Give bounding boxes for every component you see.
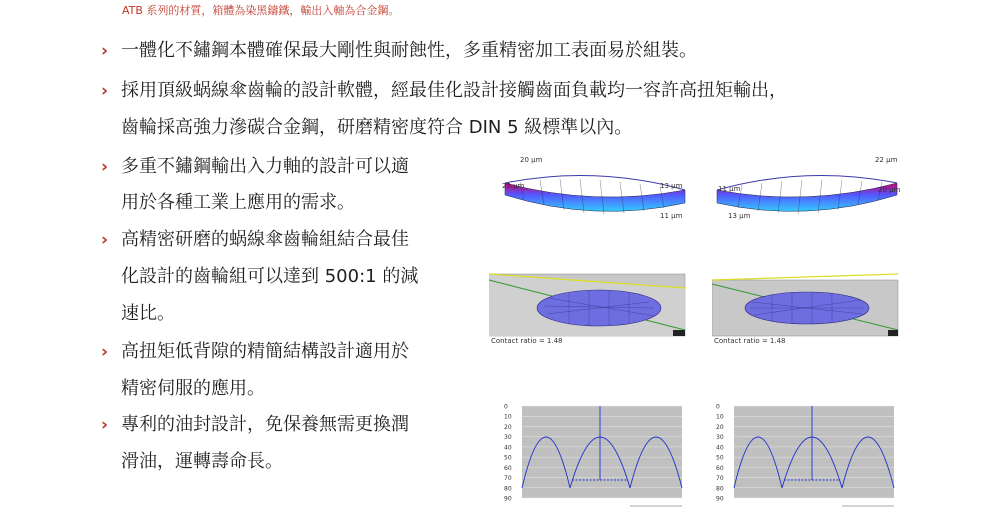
y-tick-label: 80 — [504, 485, 512, 493]
deflection-figure-right — [712, 155, 902, 225]
y-tick-label: 60 — [504, 464, 512, 472]
y-tick-label: 30 — [504, 434, 512, 442]
contact-pattern-left — [489, 266, 689, 346]
deflection-label-left: 11 µm — [718, 185, 741, 193]
bullet-marker: › — [101, 415, 109, 435]
feature-text-line: 高扭矩低背隙的精簡結構設計適用於 — [121, 341, 409, 362]
plot-area — [522, 406, 682, 498]
y-tick-label: 40 — [716, 444, 724, 452]
y-tick-label: 50 — [504, 454, 512, 462]
feature-text-line: 滑油，運轉壽命長。 — [121, 451, 283, 472]
y-tick-label: 70 — [716, 475, 724, 483]
y-tick-label: 20 — [716, 423, 724, 431]
feature-text-line: 多重不鏽鋼輸出入力軸的設計可以適 — [121, 156, 409, 177]
y-tick-label: 0 — [716, 403, 720, 411]
deflection-label-top: 22 µm — [875, 156, 898, 164]
contact-ratio-label: Contact ratio = 1.48 — [491, 337, 563, 345]
contact-pattern-right — [712, 266, 902, 346]
y-tick-label: 40 — [504, 444, 512, 452]
deflection-label-right: 13 µm — [660, 182, 683, 190]
y-tick-label: 10 — [716, 413, 724, 421]
feature-text-line: 精密伺服的應用。 — [121, 378, 265, 399]
deflection-label-top: 20 µm — [520, 156, 543, 164]
bullet-marker: › — [101, 81, 109, 101]
y-tick-label: 50 — [716, 454, 724, 462]
y-tick-label: 20 — [504, 423, 512, 431]
bullet-marker: › — [101, 230, 109, 250]
transmission-plot-right — [712, 398, 902, 510]
deflection-label-bottom: 11 µm — [660, 212, 683, 220]
bullet-marker: › — [101, 41, 109, 61]
y-tick-label: 30 — [716, 434, 724, 442]
plot-area — [734, 406, 894, 498]
y-tick-label: 90 — [504, 495, 512, 503]
y-tick-label: 60 — [716, 464, 724, 472]
contact-ratio-label: Contact ratio = 1.48 — [714, 337, 786, 345]
deflection-label-bottom: 13 µm — [728, 212, 751, 220]
feature-text-line: 齒輪採高強力滲碳合金鋼，研磨精密度符合 DIN 5 級標準以內。 — [121, 117, 633, 138]
bullet-marker: › — [101, 342, 109, 362]
feature-text-line: 速比。 — [121, 303, 175, 324]
y-tick-label: 90 — [716, 495, 724, 503]
feature-text-line: 專利的油封設計，免保養無需更換潤 — [121, 414, 409, 435]
deflection-label-left: 25 µm — [502, 182, 525, 190]
y-tick-label: 10 — [504, 413, 512, 421]
bullet-marker: › — [101, 157, 109, 177]
y-tick-label: 0 — [504, 403, 508, 411]
feature-text-line: 採用頂級蜗線傘齒輪的設計軟體，經最佳化設計接觸齒面負載均一容許高扭矩輸出， — [121, 80, 787, 101]
feature-text-line: 高精密研磨的蜗線傘齒輪組結合最佳 — [121, 229, 409, 250]
deflection-figure-left — [500, 155, 690, 225]
y-tick-label: 70 — [504, 475, 512, 483]
transmission-plot-left — [500, 398, 690, 510]
feature-text-line: 一體化不鏽鋼本體確保最大剛性與耐蝕性，多重精密加工表面易於組裝。 — [121, 40, 697, 61]
feature-text-line: 用於各種工業上應用的需求。 — [121, 192, 355, 213]
top-note: ATB 系列的材質，箱體為染黑鑄鐵，輸出入軸為合金鋼。 — [122, 4, 400, 17]
feature-text-line: 化設計的齒輪組可以達到 500:1 的減 — [121, 266, 419, 287]
deflection-label-right: 20 µm — [878, 186, 901, 194]
y-tick-label: 80 — [716, 485, 724, 493]
